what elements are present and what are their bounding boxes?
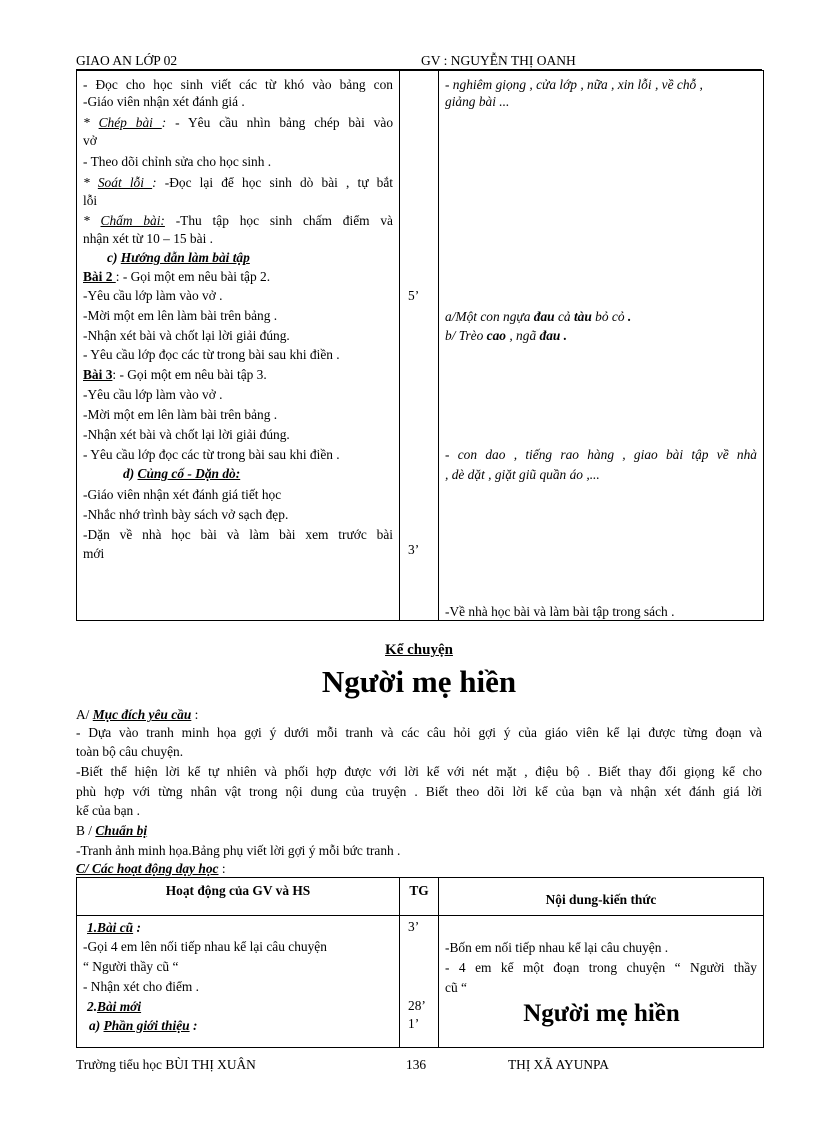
t1-time: 3’ <box>408 542 420 557</box>
section-b-label: B / Chuẩn bị <box>76 823 148 838</box>
t1-line: -Giáo viên nhận xét đánh giá . <box>83 94 245 109</box>
t2-content-title: Người mẹ hiền <box>523 1000 680 1027</box>
t2-header-activities: Hoạt động của GV và HS <box>77 878 400 916</box>
t1-line: -Dặn về nhà học bài và làm bài xem trước bài <box>83 527 393 542</box>
header-right: GV : NGUYỄN THỊ OANH <box>421 53 576 68</box>
t2-activities-cell <box>77 916 400 1048</box>
lesson-table-2 <box>76 877 764 1048</box>
t2-content-line: -Bốn em nối tiếp nhau kể lại câu chuyện . <box>445 940 669 955</box>
footer-school: Trường tiểu học BÙI THỊ XUÂN <box>76 1057 256 1072</box>
footer-town: THỊ XÃ AYUNPA <box>508 1057 609 1072</box>
t2-content-line: cũ “ <box>445 980 467 995</box>
t1-line: -Mời một em lên làm bài trên bảng . <box>83 308 278 323</box>
t2-line: -Gọi 4 em lên nối tiếp nhau kể lại câu chuyện <box>83 939 327 954</box>
t1-line: lỗi <box>83 193 98 208</box>
t1-line: Bài 2 : - Gọi một em nêu bài tập 2. <box>83 269 271 284</box>
t1-content-cell <box>439 71 764 621</box>
t1-activities-cell <box>77 71 400 621</box>
section-c-label: C/ Các hoạt động dạy học : <box>76 861 226 876</box>
t2-line: - Nhận xét cho điểm . <box>83 979 200 994</box>
t1-line: -Yêu cầu lớp làm vào vở . <box>83 387 223 402</box>
t2-line: 2.Bài mới <box>87 999 142 1014</box>
subject-heading: Kể chuyện <box>385 642 453 658</box>
t1-content-line: , dè dặt , giặt giũ quần áo ,... <box>445 467 600 482</box>
t1-line: - Yêu cầu lớp đọc các từ trong bài sau khi điền . <box>83 347 340 362</box>
t1-line: -Nhận xét bài và chốt lại lời giải đúng. <box>83 427 290 442</box>
t2-time: 1’ <box>408 1016 420 1031</box>
t2-time: 3’ <box>408 919 420 934</box>
section-a-line: phù hợp với từng nhân vật trong nội dung của truyện . Biết theo dõi lời kể của bạn và nhận xét đánh giá lời <box>76 784 762 799</box>
t1-line: - Yêu cầu lớp đọc các từ trong bài sau khi điền . <box>83 447 340 462</box>
t1-line: - Đọc cho học sinh viết các từ khó vào bảng con <box>83 77 393 92</box>
t2-time: 28’ <box>408 998 426 1013</box>
t2-time-cell <box>400 916 439 1048</box>
t2-line: 1.Bài cũ : <box>87 920 141 935</box>
t1-line: Bài 3: - Gọi một em nêu bài tập 3. <box>83 367 267 382</box>
t1-line: -Nhắc nhớ trình bày sách vở sạch đẹp. <box>83 507 289 522</box>
t2-line: a) Phần giới thiệu : <box>89 1018 198 1033</box>
section-a-line: -Biết thể hiện lời kể tự nhiên và phối hợp được với lời kể với nét mặt , điệu bộ . Biết thay đổi giọng kể cho <box>76 764 762 779</box>
t1-line: * Chép bài : - Yêu cầu nhìn bảng chép bài vào <box>83 115 394 130</box>
section-a-line: toàn bộ câu chuyện. <box>76 744 184 759</box>
t1-content-line: b/ Trèo cao , ngã đau . <box>445 328 568 343</box>
t1-line: * Chấm bài: -Thu tập học sinh chấm điểm và <box>83 213 394 228</box>
t1-subheading: c) Hướng dẫn làm bài tập <box>107 250 250 265</box>
t1-content-line: - nghiêm giọng , cửa lớp , nữa , xin lỗi , về chỗ , <box>445 77 703 92</box>
t1-content-line: - con dao , tiếng rao hàng , giao bài tập về nhà <box>445 447 757 462</box>
t1-line: vở <box>83 133 97 148</box>
t1-line: -Giáo viên nhận xét đánh giá tiết học <box>83 487 282 502</box>
t1-line: -Mời một em lên làm bài trên bảng . <box>83 407 278 422</box>
header-left: GIAO AN LỚP 02 <box>76 53 178 68</box>
lesson-title: Người mẹ hiền <box>321 664 517 699</box>
section-a-label: A/ Mục đích yêu cầu : <box>76 707 199 722</box>
t1-content-line: a/Một con ngựa đau cả tàu bỏ cỏ . <box>445 309 632 324</box>
footer-page-number: 136 <box>406 1057 427 1072</box>
section-b-line: -Tranh ảnh minh họa.Bảng phụ viết lời gợi ý mỗi bức tranh . <box>76 843 401 858</box>
lesson-table-1 <box>76 70 764 621</box>
t1-content-line: -Về nhà học bài và làm bài tập trong sách . <box>445 604 675 619</box>
t1-line: -Yêu cầu lớp làm vào vở . <box>83 288 223 303</box>
t1-line: * Soát lỗi : -Đọc lại để học sinh dò bài , tự bắt <box>83 175 394 190</box>
section-a-line: kể của bạn . <box>76 803 140 818</box>
t1-content-line: giảng bài ... <box>445 94 510 109</box>
t2-content-cell <box>439 916 764 1048</box>
t2-header-time: TG <box>400 878 439 916</box>
t1-time: 5’ <box>408 288 420 303</box>
t2-line: “ Người thầy cũ “ <box>83 959 179 974</box>
t1-line: mới <box>83 546 105 561</box>
t1-line: -Nhận xét bài và chốt lại lời giải đúng. <box>83 328 290 343</box>
t2-header-content: Nội dung-kiến thức <box>439 878 764 916</box>
t1-time-cell <box>400 71 439 621</box>
t1-subheading: d) Củng cố - Dặn dò: <box>123 466 241 481</box>
section-a-line: - Dựa vào tranh minh họa gợi ý dưới mỗi tranh và các câu hỏi gợi ý của giáo viên kể lại được từng đoạn và <box>76 725 762 740</box>
t1-line: - Theo dõi chỉnh sửa cho học sinh . <box>83 154 272 169</box>
t1-line: nhận xét từ 10 – 15 bài . <box>83 231 213 246</box>
t2-content-line: - 4 em kể một đoạn trong chuyện “ Người thầy <box>445 960 757 975</box>
